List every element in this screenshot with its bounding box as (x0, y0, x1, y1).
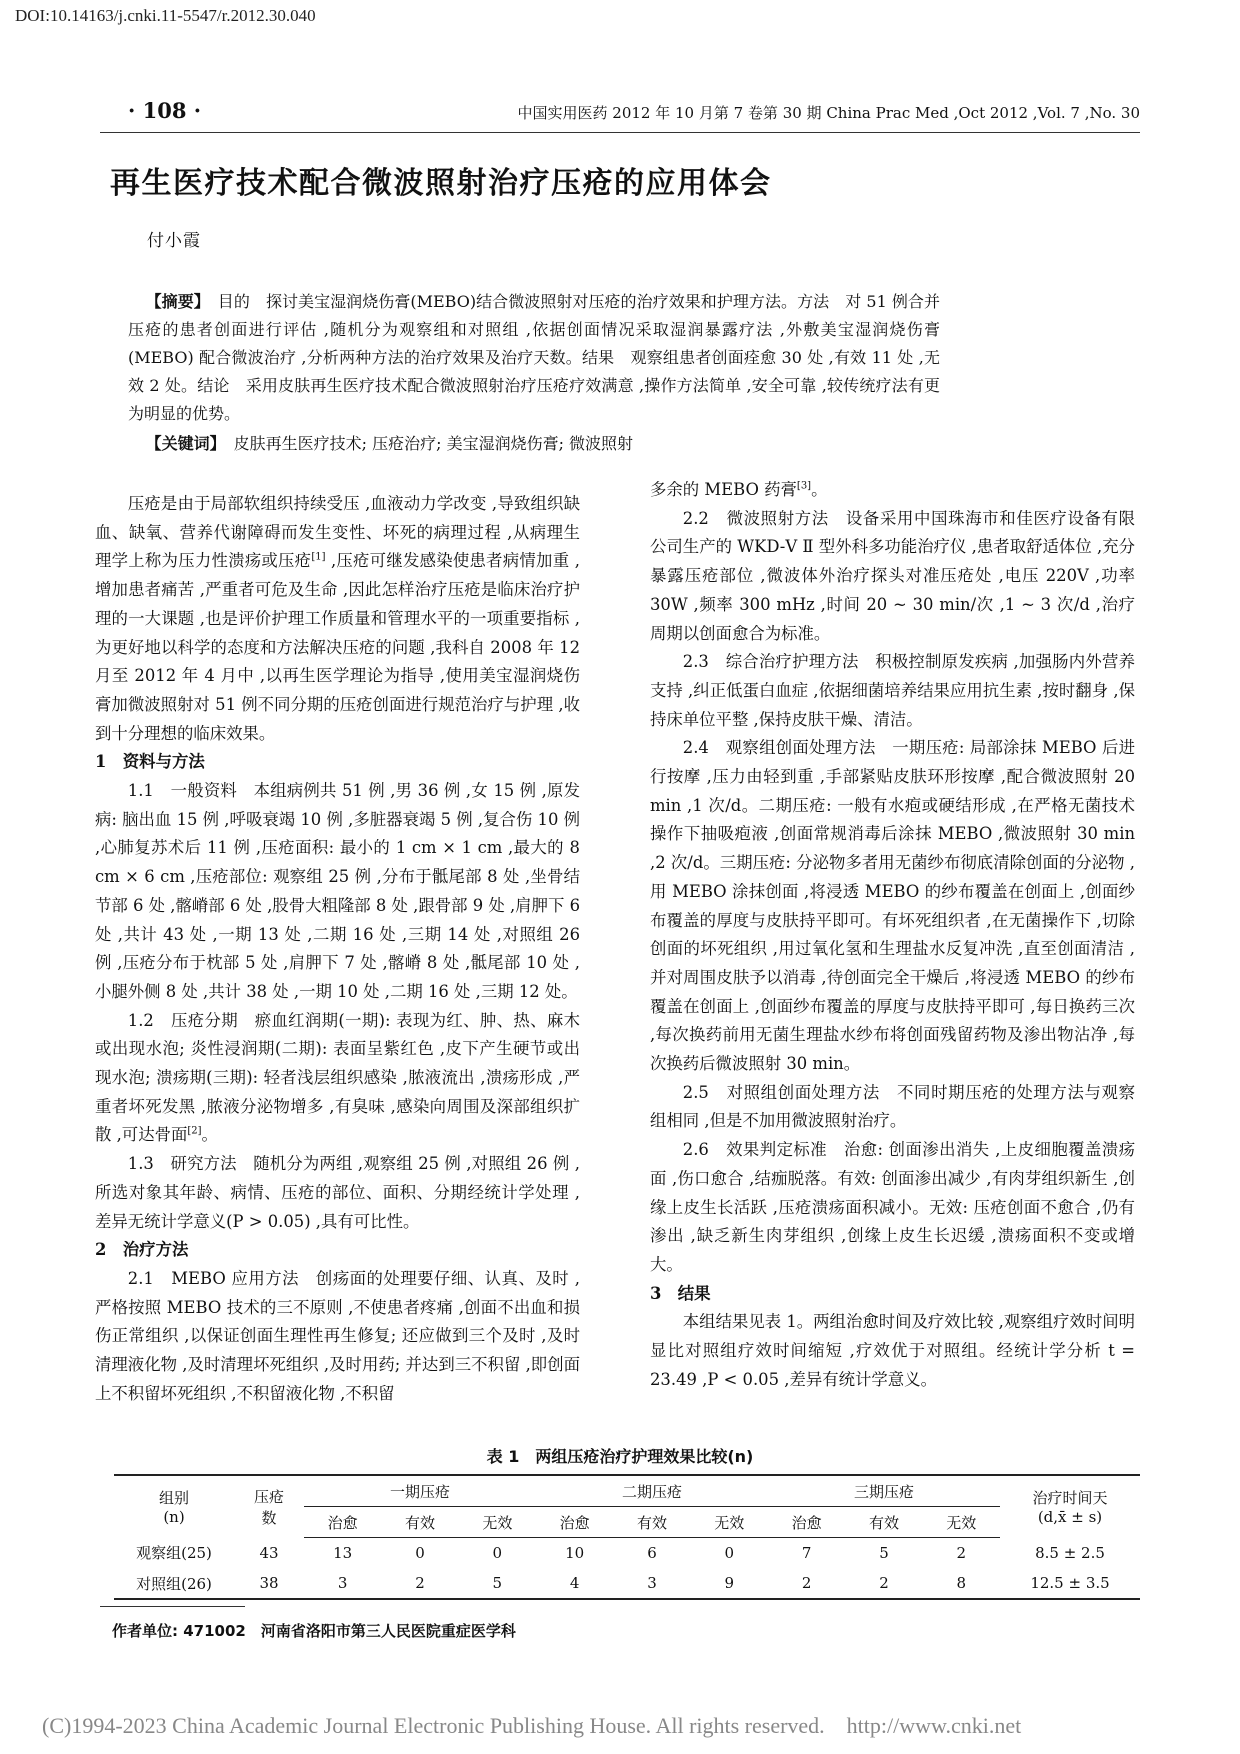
row-time: 12.5 ± 3.5 (1000, 1568, 1140, 1599)
row-value: 5 (459, 1568, 536, 1599)
continued-paragraph: 多余的 MEBO 药膏[3]。 (650, 480, 828, 499)
col-ineffective: 无效 (459, 1507, 536, 1538)
col-cured: 治愈 (304, 1507, 381, 1538)
col-effective: 有效 (845, 1507, 922, 1538)
stage3-header: 三期压疮 (768, 1475, 1000, 1507)
section-2-2-paragraph: 2.2 微波照射方法 设备采用中国珠海市和佳医疗设备有限公司生产的 WKD-Ⅴ Ⅱ 型外科多功能治疗仪 ,患者取舒适体位 ,充分暴露压疮部位 ,微波体外治疗探头对准压疮处 ,电压 220V ,功率 30W ,频率 300 mHz ,时间 20 ~ 30 min/次 ,1 ~ 3 次/d ,治疗周期以创面愈合为标准。 (650, 508, 1135, 643)
row-value: 8 (923, 1568, 1000, 1599)
page-number: · 108 · (128, 98, 202, 123)
abstract-paragraph (128, 288, 940, 428)
col-effective: 有效 (381, 1507, 458, 1538)
footnote-rule (100, 1606, 245, 1607)
section-2-4-paragraph: 2.4 观察组创面处理方法 一期压疮: 局部涂抹 MEBO 后进行按摩 ,压力由轻到重 ,手部紧贴皮肤环形按摩 ,配合微波照射 20 min ,1 次/d。二期压疮: 一般有水疱或硬结形成 ,在严格无菌技术操作下抽吸疱液 ,创面常规消毒后涂抹 MEBO ,微波照射 30 min ,2 次/d。三期压疮: 分泌物多者用无菌纱布彻底清除创面的分泌物 ,用 MEBO 涂抹创面 ,将浸透 MEBO 的纱布覆盖在创面上 ,创面纱布覆盖的厚度与皮肤持平即可。有坏死组织者 ,在无菌操作下 ,切除创面的坏死组织 ,用过氧化氢和生理盐水反复冲洗 ,直至创面清洁 ,并对周围皮肤予以消毒 ,待创面完全干燥后 ,将浸透 MEBO 的纱布覆盖在创面上 ,创面纱布覆盖的厚度与皮肤持平即可 ,每日换药三次 ,每次换药前用无菌生理盐水纱布将创面残留药物及渗出物沾净 ,每次换药后微波照射 30 min。 (650, 738, 1135, 1074)
table-header-row (114, 1475, 1140, 1507)
row-value: 3 (613, 1568, 690, 1599)
keywords-label: 【关键词】 (145, 434, 226, 453)
keywords-text: 皮肤再生医疗技术; 压疮治疗; 美宝湿润烧伤膏; 微波照射 (233, 434, 634, 453)
journal-header: 中国实用医药 2012 年 10 月第 7 卷第 30 期 China Prac Med ,Oct 2012 ,Vol. 7 ,No. 30 (517, 104, 1140, 122)
row-value: 2 (381, 1568, 458, 1599)
col-ineffective: 无效 (691, 1507, 768, 1538)
col-cured: 治愈 (768, 1507, 845, 1538)
row-value: 9 (691, 1568, 768, 1599)
section-2-5-paragraph: 2.5 对照组创面处理方法 不同时期压疮的处理方法与观察组相同 ,但是不加用微波照射治疗。 (650, 1082, 1135, 1131)
table-row (114, 1568, 1140, 1599)
header-rule (100, 132, 1140, 133)
section-1-2-paragraph: 1.2 压疮分期 瘀血红润期(一期): 表现为红、肿、热、麻木或出现水泡; 炎性浸润期(二期): 表面呈紫红色 ,皮下产生硬节或出现水泡; 溃疡期(三期): 轻者浅层组织感染 ,脓液流出 ,溃疡形成 ,严重者坏死发黑 ,脓液分泌物增多 ,有臭味 ,感染向周围及深部组织扩散 ,可达骨面[2]。 (95, 1010, 580, 1145)
section-2-6-paragraph: 2.6 效果判定标准 治愈: 创面渗出消失 ,上皮细胞覆盖溃疡面 ,伤口愈合 ,结痂脱落。有效: 创面渗出减少 ,有肉芽组织新生 ,创缘上皮生长活跃 ,压疮溃疡面积减小。无效: 压疮创面不愈合 ,仍有渗出 ,缺乏新生肉芽组织 ,创缘上皮生长迟缓 ,溃疡面积不变或增大。 (650, 1140, 1135, 1274)
section-2-1-paragraph: 2.1 MEBO 应用方法 创疡面的处理要仔细、认真、及时 ,严格按照 MEBO 技术的三不原则 ,不使患者疼痛 ,创面不出血和损伤正常组织 ,以保证创面生理性再生修复; 还应做到三个及时 ,及时清理液化物 ,及时清理坏死组织 ,及时用药; 并达到三不积留 ,即创面上不积留坏死组织 ,不积留液化物 ,不积留 (95, 1268, 580, 1403)
row-count: 43 (259, 1543, 279, 1562)
right-column (650, 476, 1135, 1395)
row-value: 5 (879, 1544, 889, 1562)
row-value: 2 (956, 1544, 967, 1562)
time-header: 治疗时间天 (d,x̄ ± s) (1000, 1475, 1140, 1538)
section-1-heading: 1 资料与方法 (95, 752, 205, 772)
row-value: 4 (536, 1568, 613, 1599)
abstract-text: 目的 探讨美宝湿润烧伤膏(MEBO)结合微波照射对压疮的治疗效果和护理方法。方法 对 51 例合并压疮的患者创面进行评估 ,随机分为观察组和对照组 ,依据创面情况采取湿润暴露疗法 ,外敷美宝湿润烧伤膏(MEBO) 配合微波治疗 ,分析两种方法的治疗效果及治疗天数。结果 观察组患者创面痊愈 30 处 ,有效 11 处 ,无效 2 处。结论 采用皮肤再生医疗技术配合微波照射治疗压疮疗效满意 ,操作方法简单 ,安全可靠 ,较传统疗法有更为明显的优势。 (128, 292, 940, 423)
intro-paragraph: 压疮是由于局部软组织持续受压 ,血液动力学改变 ,导致组织缺血、缺氧、营养代谢障碍而发生变性、坏死的病理过程 ,从病理生理学上称为压力性溃疡或压疮[1] ,压疮可继发感染使患者病情加重 ,增加患者痛苦 ,严重者可危及生命 ,因此怎样治疗压疮是临床治疗护理的一大课题 ,也是评价护理工作质量和管理水平的一项重要指标 ,为更好地以科学的态度和方法解决压疮的问题 ,我科自 2008 年 12 月至 2012 年 4 月中 ,以再生医学理论为指导 ,使用美宝湿润烧伤膏加微波照射对 51 例不同分期的压疮创面进行规范治疗与护理 ,收到十分理想的临床效果。 (95, 494, 581, 743)
left-column (95, 490, 580, 1409)
row-value: 13 (333, 1544, 353, 1562)
abstract-label: 【摘要】 (145, 292, 210, 311)
row-group: 对照组(26) (114, 1568, 234, 1599)
section-1-1-paragraph: 1.1 一般资料 本组病例共 51 例 ,男 36 例 ,女 15 例 ,原发病: 脑出血 15 例 ,呼吸衰竭 10 例 ,多脏器衰竭 5 例 ,复合伤 10 例 ,心肺复苏术后 11 例 ,压疮面积: 最小的 1 cm × 1 cm ,最大的 8 cm × 6 cm ,压疮部位: 观察组 25 例 ,分布于骶尾部 8 处 ,坐骨结节部 6 处 ,髂嵴部 6 处 ,股骨大粗隆部 8 处 ,跟骨部 9 处 ,肩胛下 6 处 ,共计 43 处 ,一期 13 处 ,二期 16 处 ,三期 14 处 ,对照组 26 例 ,压疮分布于枕部 5 处 ,肩胛下 7 处 ,髂嵴 8 处 ,骶尾部 10 处 ,小腿外侧 8 处 ,共计 38 处 ,一期 10 处 ,二期 16 处 ,三期 12 处。 (95, 781, 580, 1001)
col-ineffective: 无效 (923, 1507, 1000, 1538)
stage2-header: 二期压疮 (536, 1475, 768, 1507)
section-1-3-paragraph: 1.3 研究方法 随机分为两组 ,观察组 25 例 ,对照组 26 例 ,所选对象其年龄、病情、压疮的部位、面积、分期经统计学处理 ,差异无统计学意义(P > 0.05) ,具有可比性。 (95, 1154, 580, 1231)
row-value: 2 (845, 1568, 922, 1599)
keywords-paragraph (128, 430, 940, 458)
table-caption: 表 1 两组压疮治疗护理效果比较(n) (486, 1447, 754, 1466)
group-header: 组别 (n) (114, 1475, 234, 1538)
row-value: 0 (492, 1544, 503, 1562)
results-table (114, 1474, 1140, 1600)
section-2-3-paragraph: 2.3 综合治疗护理方法 积极控制原发疾病 ,加强肠内外营养支持 ,纠正低蛋白血症 ,依据细菌培养结果应用抗生素 ,按时翻身 ,保持床单位平整 ,保持皮肤干燥、清洁。 (650, 652, 1135, 729)
col-cured: 治愈 (536, 1507, 613, 1538)
row-count: 38 (234, 1568, 304, 1599)
col-effective: 有效 (613, 1507, 690, 1538)
row-value: 2 (768, 1568, 845, 1599)
row-value: 7 (801, 1544, 812, 1562)
copyright-notice: (C)1994-2023 China Academic Journal Electronic Publishing House. All rights reserved. http://www.cnki.net (42, 1713, 1022, 1738)
doi: DOI:10.14163/j.cnki.11-5547/r.2012.30.040 (15, 6, 316, 25)
article-title: 再生医疗技术配合微波照射治疗压疮的应用体会 (110, 166, 772, 201)
row-group: 观察组(25) (136, 1544, 212, 1563)
count-header: 压疮 数 (234, 1475, 304, 1538)
section-3-paragraph: 本组结果见表 1。两组治愈时间及疗效比较 ,观察组疗效时间明显比对照组疗效时间缩短 ,疗效优于对照组。经统计学分析 t = 23.49 ,P < 0.05 ,差异有统计学意义。 (650, 1312, 1136, 1389)
stage1-header: 一期压疮 (304, 1475, 536, 1507)
author-affiliation: 作者单位: 471002 河南省洛阳市第三人民医院重症医学科 (112, 1622, 516, 1640)
author: 付小霞 (147, 231, 201, 251)
row-value: 0 (724, 1544, 735, 1562)
section-3-heading: 3 结果 (650, 1283, 711, 1303)
row-value: 0 (415, 1544, 425, 1562)
section-2-heading: 2 治疗方法 (95, 1240, 189, 1260)
row-time: 8.5 ± 2.5 (1035, 1543, 1105, 1562)
row-value: 10 (565, 1544, 585, 1562)
abstract (128, 288, 940, 458)
row-value: 3 (304, 1568, 381, 1599)
row-value: 6 (647, 1544, 657, 1562)
table-row (114, 1538, 1140, 1569)
